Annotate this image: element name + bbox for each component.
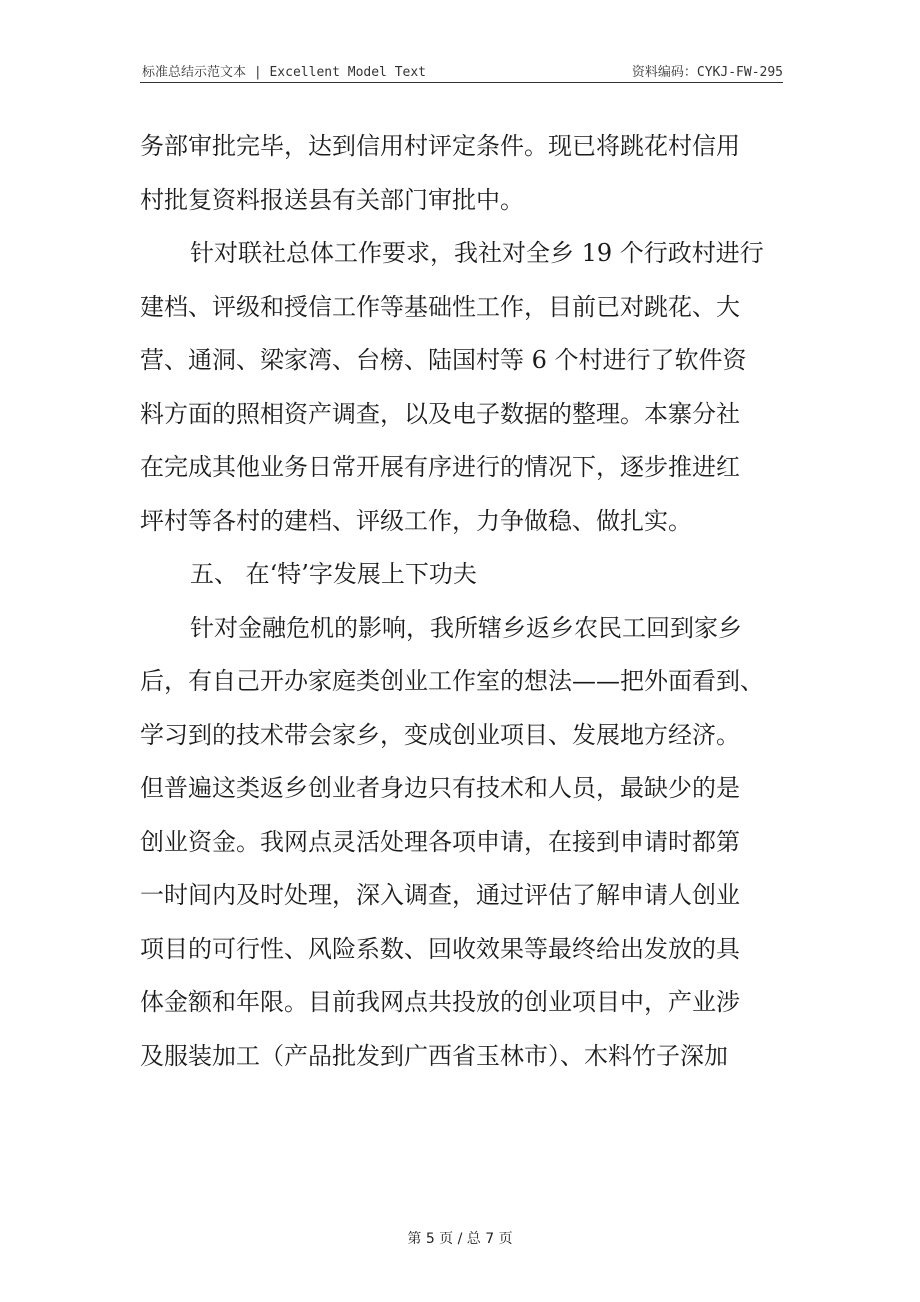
text-line: 在完成其他业务日常开展有序进行的情况下，逐步推进红 xyxy=(140,453,740,481)
section-heading: 五、 在‘特’字发展上下功夫 xyxy=(190,560,477,588)
header-title: 标准总结示范文本 | Excellent Model Text xyxy=(142,65,427,80)
text-line: 料方面的照相资产调查，以及电子数据的整理。本寨分社 xyxy=(140,399,740,428)
text-line: 建档、评级和授信工作等基础性工作，目前已对跳花、大 xyxy=(140,292,740,321)
page-number: 第 5 页 / 总 7 页 xyxy=(407,1231,513,1247)
text-line: 学习到的技术带会家乡，变成创业项目、发展地方经济。 xyxy=(140,720,740,749)
paragraph-start-line: 针对联社总体工作要求，我社对全乡 19 个行政村进行 xyxy=(190,239,764,267)
text-line: 营、通洞、梁家湾、台榜、陆国村等 6 个村进行了软件资 xyxy=(140,346,747,374)
text-line: 但普遍这类返乡创业者身边只有技术和人员，最缺少的是 xyxy=(140,774,740,802)
text-line: 项目的可行性、风险系数、回收效果等最终给出发放的具 xyxy=(140,934,740,963)
text-line: 创业资金。我网点灵活处理各项申请，在接到申请时都第 xyxy=(140,827,740,856)
text-line: 一时间内及时处理，深入调查，通过评估了解申请人创业 xyxy=(140,881,740,909)
paragraph-start-line: 针对金融危机的影响，我所辖乡返乡农民工回到家乡 xyxy=(190,613,742,642)
page-footer xyxy=(0,1228,920,1248)
text-line: 及服装加工（产品批发到广西省玉林市）、木料竹子深加 xyxy=(140,1041,728,1070)
text-line: 后，有自己开办家庭类创业工作室的想法——把外面看到、 xyxy=(140,667,764,695)
document-code: 资料编码：CYKJ-FW-295 xyxy=(631,65,783,80)
document-body xyxy=(140,120,783,1083)
text-line: 务部审批完毕，达到信用村评定条件。现已将跳花村信用 xyxy=(140,132,740,160)
text-line: 体金额和年限。目前我网点共投放的创业项目中，产业涉 xyxy=(140,988,740,1016)
text-line: 坪村等各村的建档、评级工作，力争做稳、做扎实。 xyxy=(140,506,692,535)
text-line: 村批复资料报送县有关部门审批中。 xyxy=(140,185,524,214)
page-header xyxy=(140,56,783,83)
